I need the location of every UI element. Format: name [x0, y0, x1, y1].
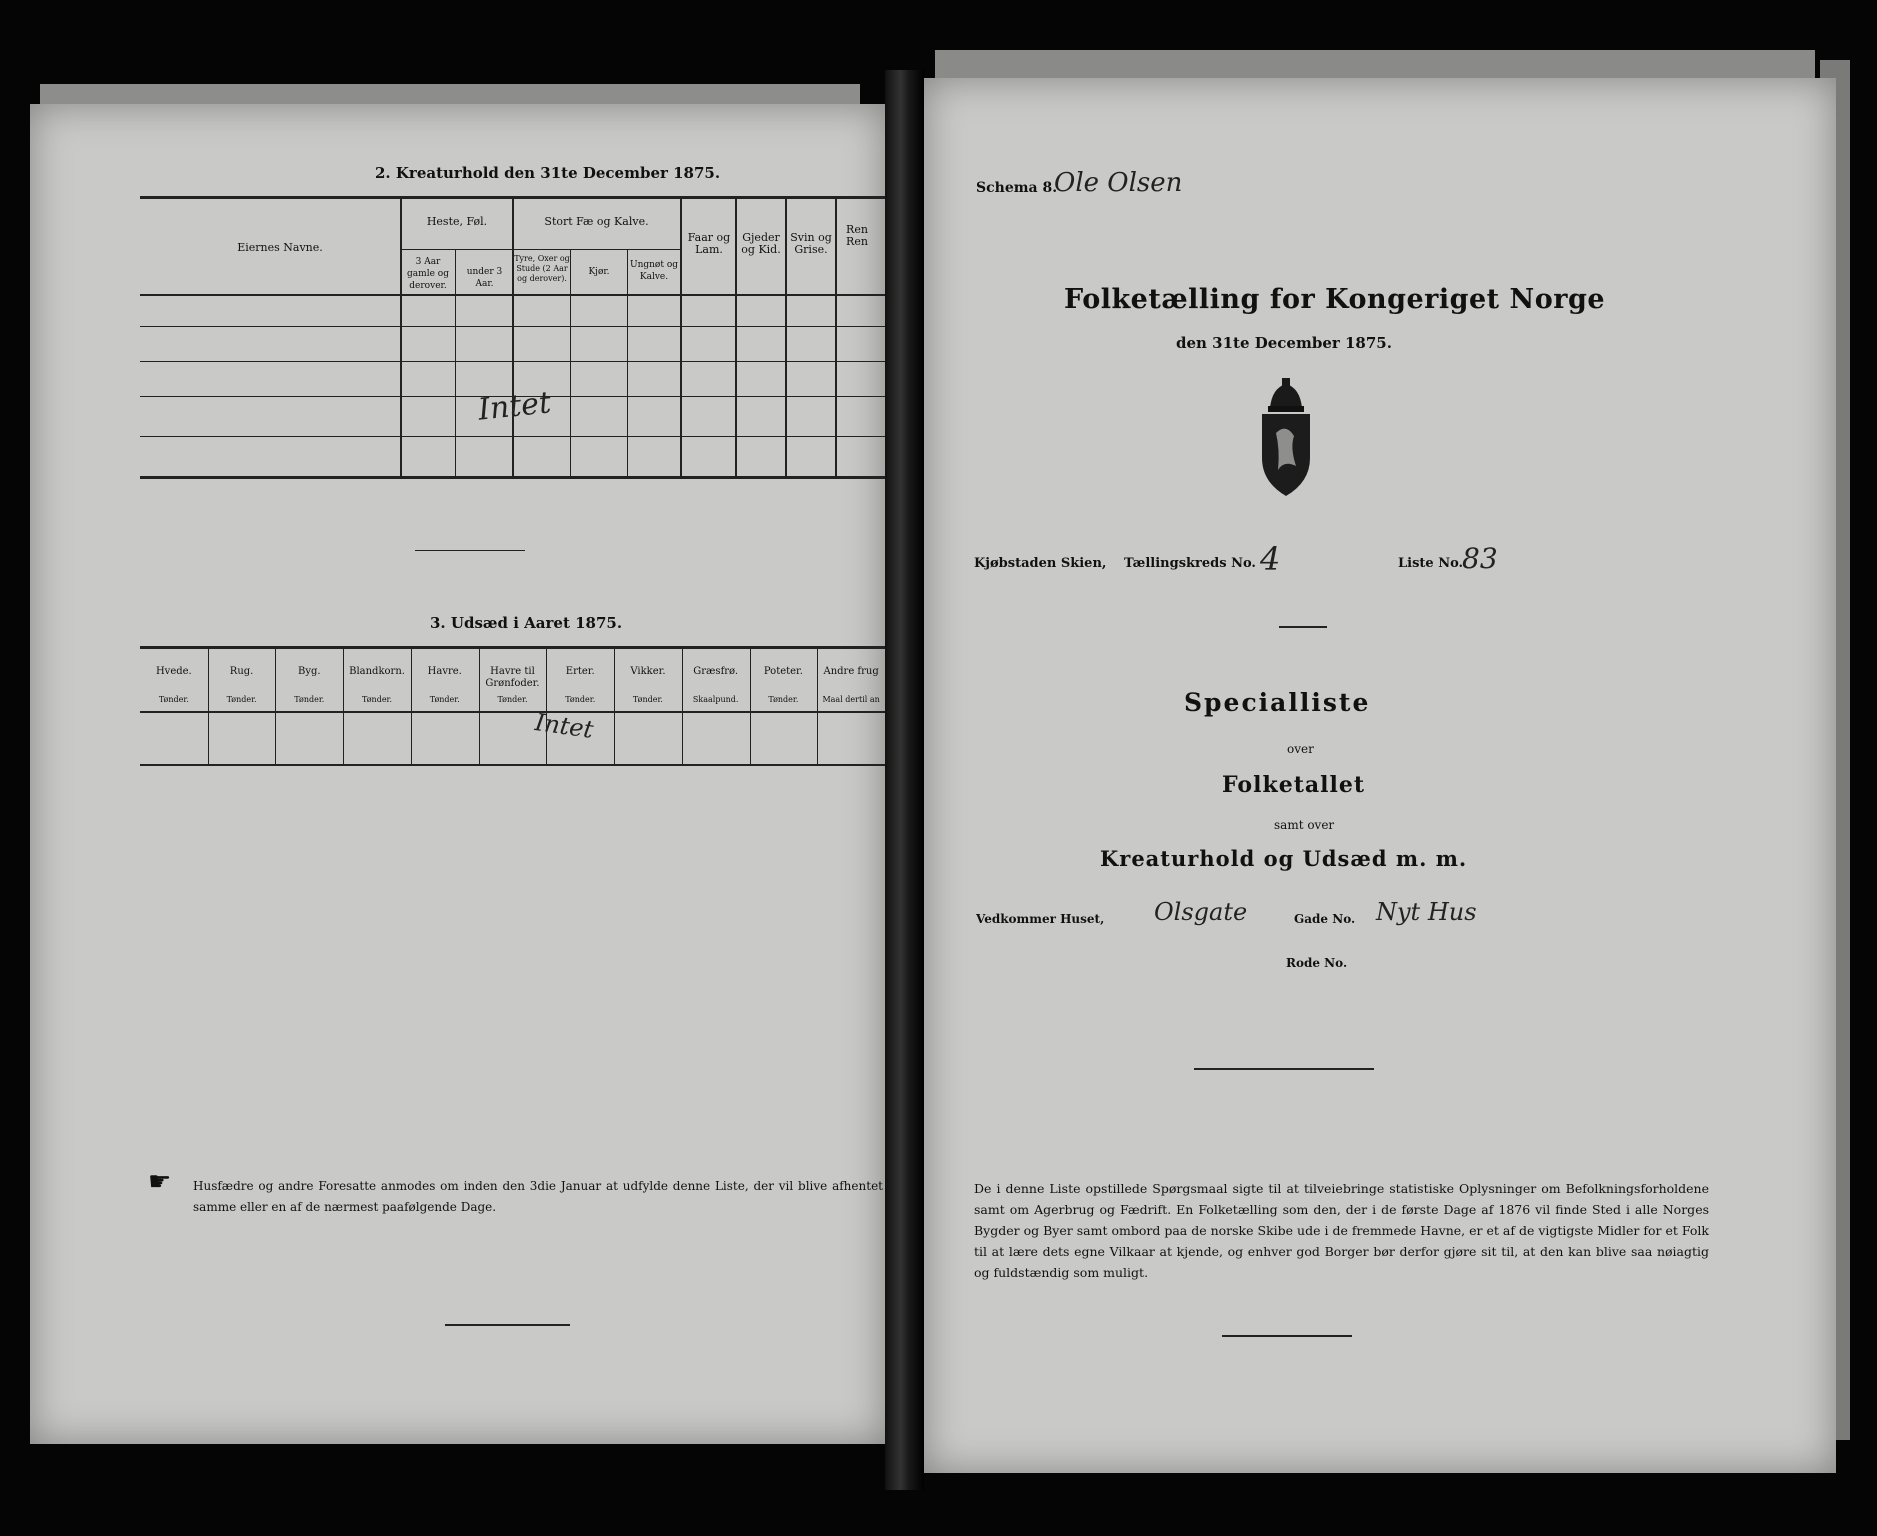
- schema-label: Schema 8.: [976, 180, 1058, 196]
- table3-col-unit: Skaalpund.: [692, 695, 739, 704]
- coat-of-arms-icon: [1256, 378, 1316, 498]
- table3-col-header: Græsfrø.: [693, 666, 739, 677]
- vedkommer-label: Vedkommer Huset,: [976, 912, 1105, 926]
- table3-col-header: Poteter.: [763, 666, 803, 677]
- liste-value: 83: [1462, 542, 1498, 575]
- table2-handwriting: Intet: [476, 385, 553, 428]
- right-page: [924, 78, 1836, 1473]
- table3-col-divider: [546, 646, 547, 766]
- mid-divider: [1194, 1068, 1374, 1070]
- section-divider: [415, 550, 525, 551]
- col-heste-a-header: 3 Aar gamle og derover.: [407, 257, 449, 291]
- table3-col-unit: Tønder.: [565, 695, 596, 704]
- pointing-hand-icon: ☛: [148, 1167, 172, 1197]
- table2-col-divider: [627, 249, 628, 478]
- table3-col-header: Vikker.: [630, 666, 666, 677]
- table3-col-unit: Tønder.: [429, 695, 460, 704]
- table3-col-divider: [479, 646, 480, 766]
- table3-col-header: Andre frug: [823, 666, 879, 677]
- table3-col-header: Byg.: [298, 666, 321, 677]
- gade-handwriting: Nyt Hus: [1376, 898, 1477, 926]
- table3-col-unit: Tønder.: [158, 695, 189, 704]
- bottom-divider: [445, 1324, 570, 1326]
- table3-col-header: Erter.: [565, 666, 595, 677]
- table2-subheader-rule: [400, 249, 680, 250]
- table3-col-unit: Tønder.: [294, 695, 325, 704]
- table3-col-header: Blandkorn.: [349, 666, 405, 677]
- kreds-label: Tællingskreds No.: [1124, 556, 1256, 571]
- section2-heading: 2. Kreaturhold den 31te December 1875.: [375, 164, 721, 182]
- table3-col-divider: [411, 646, 412, 766]
- table3-col-divider: [614, 646, 615, 766]
- table3-col-unit: Tønder.: [226, 695, 257, 704]
- table3-col-divider: [208, 646, 209, 766]
- table3-col-unit: Maal dertil an: [822, 695, 880, 704]
- schema-name-handwriting: Ole Olsen: [1054, 168, 1183, 198]
- col-stort-header: Stort Fæ og Kalve.: [544, 215, 649, 228]
- kreds-value: 4: [1260, 540, 1281, 578]
- table3-col-divider: [343, 646, 344, 766]
- specialliste-heading: Specialliste: [1184, 688, 1371, 717]
- table2-col-divider: [512, 196, 514, 478]
- table3-col-divider: [750, 646, 751, 766]
- table3-col-divider: [275, 646, 276, 766]
- col-owner-header: Eiernes Navne.: [237, 241, 323, 254]
- notice-text: Husfædre og andre Foresatte anmodes om inden den 3die Januar at udfylde denne Liste, der vil blive afhentet samme eller en af de nærmest paafølgende Dage.: [193, 1179, 883, 1214]
- table3-col-unit: Tønder.: [632, 695, 663, 704]
- location-label: Kjøbstaden Skien,: [974, 556, 1107, 571]
- table3-top-rule: [140, 646, 885, 649]
- table3-header-rule: [140, 711, 885, 713]
- col-faar-header: Faar og Lam.: [687, 231, 731, 256]
- col-stort-b-header: Kjør.: [588, 267, 610, 277]
- kreaturhold-heading: Kreaturhold og Udsæd m. m.: [1100, 846, 1468, 871]
- table3-col-unit: Tønder.: [362, 695, 393, 704]
- table3-col-divider: [817, 646, 818, 766]
- over-text-1: over: [1287, 742, 1314, 756]
- table3-col-divider: [682, 646, 683, 766]
- col-heste-b-header: under 3 Aar.: [466, 267, 503, 289]
- table3-col-header: Havre til Grønfoder.: [485, 666, 540, 689]
- huset-handwriting: Olsgate: [1154, 898, 1248, 926]
- col-stort-a-header: Tyre, Oxer og Stude (2 Aar og derover).: [514, 254, 570, 283]
- table2-col-divider: [400, 196, 402, 478]
- census-title: Folketælling for Kongeriget Norge: [1064, 284, 1606, 315]
- table3-col-unit: Tønder.: [768, 695, 799, 704]
- section3-heading: 3. Udsæd i Aaret 1875.: [430, 614, 623, 632]
- table2-col-divider: [680, 196, 682, 478]
- table3-handwriting: Intet: [533, 708, 596, 744]
- table3-col-header: Havre.: [427, 666, 462, 677]
- book-spine: [885, 70, 924, 1490]
- gade-label: Gade No.: [1294, 912, 1356, 926]
- table3-col-header: Rug.: [229, 666, 254, 677]
- end-divider: [1222, 1335, 1352, 1337]
- table3-bottom-rule: [140, 764, 885, 766]
- col-ren-header: Ren Ren: [846, 223, 868, 248]
- liste-label: Liste No.: [1398, 556, 1464, 571]
- table3-col-header: Hvede.: [155, 666, 192, 677]
- col-svin-header: Svin og Grise.: [790, 231, 832, 256]
- table2-col-divider: [455, 249, 456, 478]
- col-stort-c-header: Ungnøt og Kalve.: [629, 260, 678, 282]
- left-page: [30, 104, 885, 1444]
- explanatory-paragraph: De i denne Liste opstillede Spørgsmaal sigte til at tilveiebringe statistiske Oplysninger om Befolkningsforholdene samt om Agerbrug og Fædrift. En Folketælling som den, der i de første Dage af 1876 vil finde Sted i alle Norges Bygder og Byer samt ombord paa de norske Skibe ude i de fremmede Havne, er et af de vigtigste Midler for et Folk til at lære dets egne Vilkaar at kjende, og enhver god Borger bør derfor gjøre sit til, at den kan blive saa nøiagtig og fuldstændig som muligt.: [974, 1181, 1709, 1280]
- census-subtitle: den 31te December 1875.: [1176, 334, 1392, 352]
- table3-col-unit: Tønder.: [497, 695, 528, 704]
- col-heste-header: Heste, Føl.: [426, 215, 488, 228]
- folketallet-heading: Folketallet: [1222, 772, 1365, 798]
- title-divider: [1279, 626, 1327, 628]
- samt-over-text: samt over: [1274, 818, 1335, 832]
- rode-label: Rode No.: [1286, 956, 1348, 970]
- table2-col-divider: [570, 249, 571, 478]
- col-gjeder-header: Gjeder og Kid.: [741, 231, 781, 256]
